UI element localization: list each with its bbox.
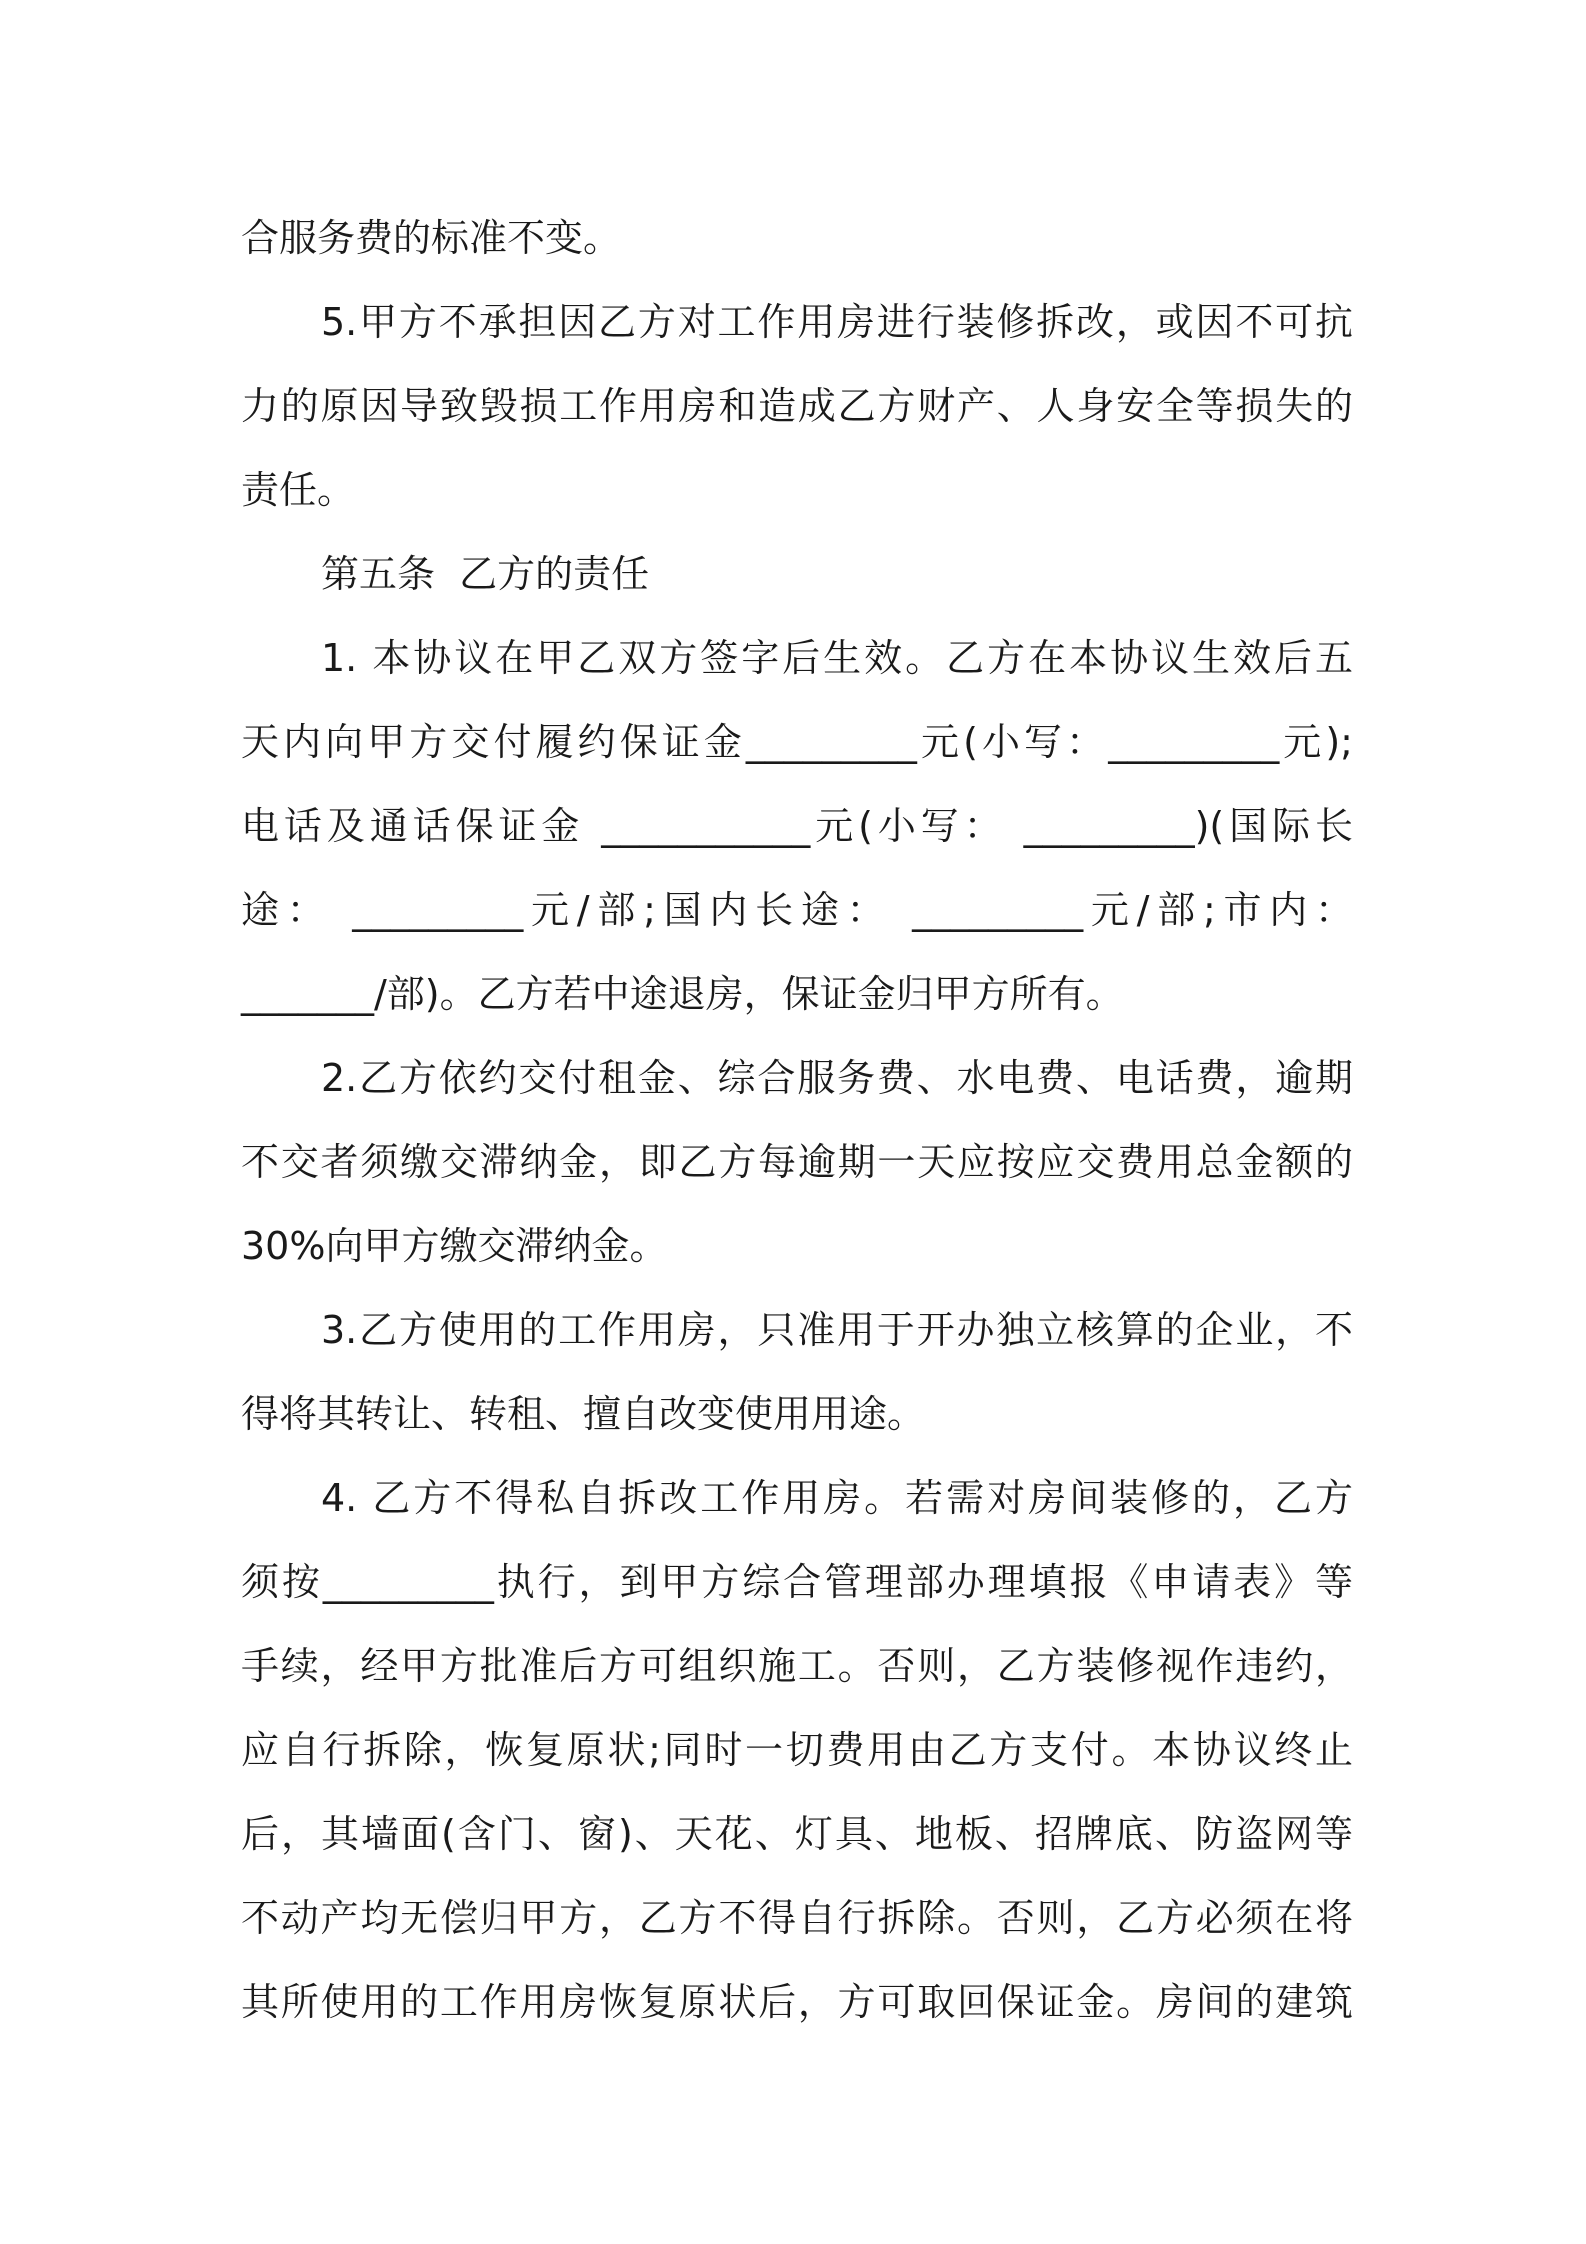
- section-heading: 第五条 乙方的责任: [321, 552, 650, 596]
- text-line: 合服务费的标准不变。: [241, 216, 622, 260]
- text-line: 力的原因导致毁损工作用房和造成乙方财产、人身安全等损失的: [241, 384, 1353, 428]
- text-line: 得将其转让、转租、擅自改变使用用途。: [241, 1392, 926, 1436]
- text-line: _______/部)。乙方若中途退房，保证金归甲方所有。: [241, 972, 1124, 1016]
- text-line: 途： _________元/部;国内长途： _________元/部;市内：: [241, 888, 1353, 932]
- document-page: [241, 196, 1353, 2044]
- text-line: 应自行拆除，恢复原状;同时一切费用由乙方支付。本协议终止: [241, 1728, 1353, 1772]
- text-line: 4. 乙方不得私自拆改工作用房。若需对房间装修的，乙方: [321, 1476, 1353, 1520]
- text-line: 手续，经甲方批准后方可组织施工。否则，乙方装修视作违约，: [241, 1644, 1353, 1688]
- text-line: 5.甲方不承担因乙方对工作用房进行装修拆改，或因不可抗: [321, 300, 1353, 344]
- text-line: 1. 本协议在甲乙双方签字后生效。乙方在本协议生效后五: [321, 636, 1353, 680]
- text-line: 天内向甲方交付履约保证金_________元(小写：_________元);: [241, 720, 1353, 764]
- text-line: 其所使用的工作用房恢复原状后，方可取回保证金。房间的建筑: [241, 1980, 1353, 2024]
- text-line: 30%向甲方缴交滞纳金。: [241, 1224, 668, 1268]
- text-line: 不动产均无偿归甲方，乙方不得自行拆除。否则，乙方必须在将: [241, 1896, 1353, 1940]
- text-line: 电话及通话保证金 ___________元(小写： _________)(国际长: [241, 804, 1353, 848]
- text-line: 2.乙方依约交付租金、综合服务费、水电费、电话费，逾期: [321, 1056, 1353, 1100]
- text-line: 责任。: [241, 468, 356, 512]
- text-line: 后，其墙面(含门、窗)、天花、灯具、地板、招牌底、防盗网等: [241, 1812, 1353, 1856]
- text-line: 3.乙方使用的工作用房，只准用于开办独立核算的企业，不: [321, 1308, 1353, 1352]
- text-line: 不交者须缴交滞纳金，即乙方每逾期一天应按应交费用总金额的: [241, 1140, 1353, 1184]
- text-line: 须按_________执行，到甲方综合管理部办理填报《申请表》等: [241, 1560, 1353, 1604]
